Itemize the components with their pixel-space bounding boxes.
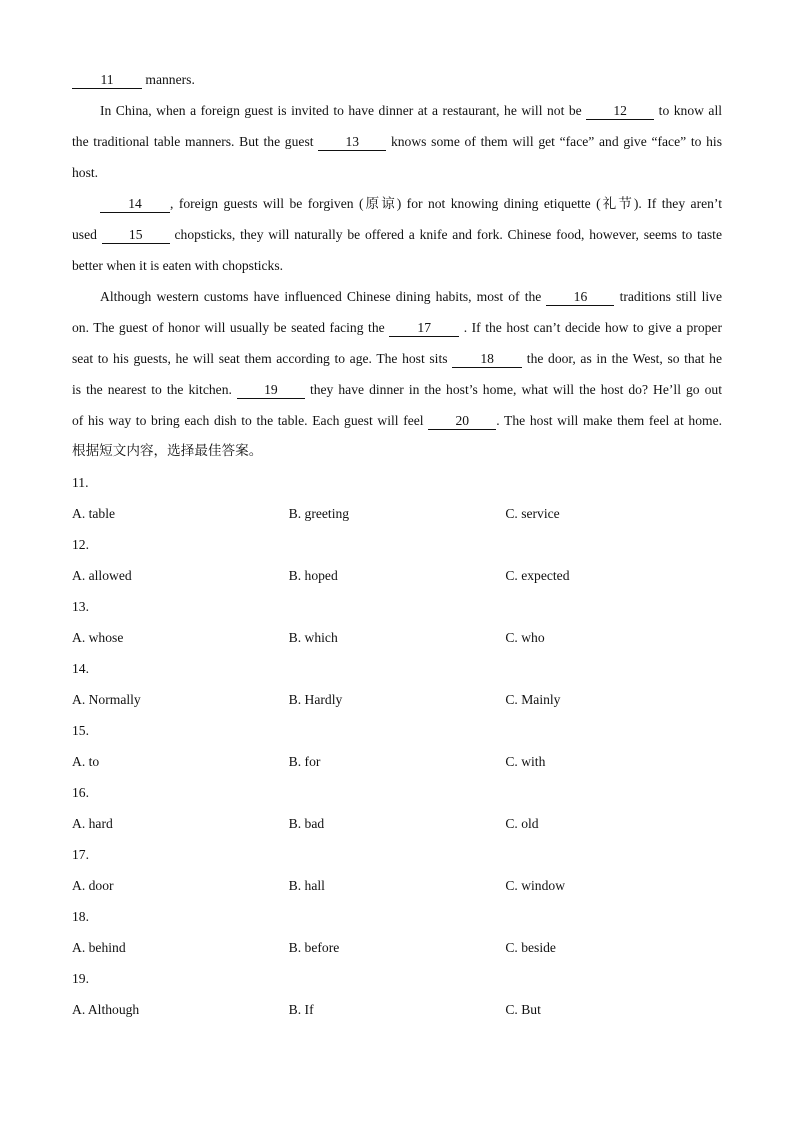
option-c: C. service xyxy=(505,506,560,521)
document-page xyxy=(72,64,722,1025)
passage-line: seat to his guests, he will seat them according to age. The host sits 18 the door, as in the West, so that he xyxy=(72,351,722,366)
option-a: A. table xyxy=(72,506,116,521)
option-b: B. for xyxy=(288,754,321,769)
blank-16: 16 xyxy=(546,289,614,306)
question-number: 17. xyxy=(72,847,89,862)
passage-line: of his way to bring each dish to the table. Each guest will feel 20 . The host will make them feel at home. xyxy=(72,413,722,428)
option-b: B. If xyxy=(288,1002,314,1017)
passage-line: 14 , foreign guests will be forgiven (原谅) for not knowing dining etiquette (礼节). If they aren’t xyxy=(72,188,722,219)
option-a: A. behind xyxy=(72,940,126,955)
option-c: C. old xyxy=(505,816,539,831)
option-b: B. bad xyxy=(288,816,325,831)
passage-line: 11 manners. xyxy=(72,64,722,95)
blank-15: 15 xyxy=(102,227,170,244)
question-item xyxy=(72,839,722,901)
option-row xyxy=(72,622,722,653)
option-b: B. hall xyxy=(288,878,325,893)
option-row xyxy=(72,746,722,777)
question-list xyxy=(72,467,722,1025)
passage-line: used 15 chopsticks, they will naturally be offered a knife and fork. Chinese food, however, seems to taste xyxy=(72,227,722,242)
option-row xyxy=(72,560,722,591)
option-c: C. But xyxy=(505,1002,541,1017)
question-number: 12. xyxy=(72,537,89,552)
blank-20: 20 xyxy=(428,413,496,430)
option-row xyxy=(72,808,722,839)
option-a: A. Normally xyxy=(72,692,141,707)
option-row xyxy=(72,498,722,529)
option-c: C. with xyxy=(505,754,546,769)
question-number: 19. xyxy=(72,971,89,986)
passage-line: the traditional table manners. But the guest 13 knows some of them will get “face” and give “face” to his xyxy=(72,134,722,149)
question-number: 14. xyxy=(72,661,89,676)
passage-line: In China, when a foreign guest is invited to have dinner at a restaurant, he will not be 12 to know all xyxy=(100,103,722,118)
instruction-text: 根据短文内容，选择最佳答案。 xyxy=(72,443,263,459)
passage-line: host. xyxy=(72,165,99,180)
option-c: C. Mainly xyxy=(505,692,561,707)
passage-line: is the nearest to the kitchen. 19 they have dinner in the host’s home, what will the host do? He’ll go out xyxy=(72,382,722,397)
question-item xyxy=(72,591,722,653)
option-b: B. Hardly xyxy=(288,692,343,707)
question-item xyxy=(72,715,722,777)
question-number: 15. xyxy=(72,723,89,738)
option-a: A. hard xyxy=(72,816,113,831)
option-b: B. before xyxy=(288,940,340,955)
question-number: 11. xyxy=(72,475,89,490)
option-c: C. expected xyxy=(505,568,570,583)
option-a: A. Although xyxy=(72,1002,140,1017)
passage-line: better when it is eaten with chopsticks. xyxy=(72,258,284,273)
passage-line: Although western customs have influenced Chinese dining habits, most of the 16 traditions still live xyxy=(100,289,722,304)
option-c: C. who xyxy=(505,630,545,645)
option-a: A. allowed xyxy=(72,568,132,583)
question-item xyxy=(72,901,722,963)
option-row xyxy=(72,994,722,1025)
question-number: 18. xyxy=(72,909,89,924)
option-b: B. hoped xyxy=(288,568,338,583)
blank-13: 13 xyxy=(318,134,386,151)
option-row xyxy=(72,932,722,963)
blank-11: 11 xyxy=(72,72,142,89)
option-b: B. which xyxy=(288,630,338,645)
option-a: A. door xyxy=(72,878,114,893)
option-a: A. whose xyxy=(72,630,124,645)
option-a: A. to xyxy=(72,754,100,769)
question-item xyxy=(72,467,722,529)
blank-12: 12 xyxy=(586,103,654,120)
passage xyxy=(72,64,722,436)
blank-18: 18 xyxy=(452,351,522,368)
option-c: C. beside xyxy=(505,940,556,955)
option-c: C. window xyxy=(505,878,566,893)
option-row xyxy=(72,870,722,901)
blank-17: 17 xyxy=(389,320,459,337)
option-b: B. greeting xyxy=(288,506,350,521)
question-number: 13. xyxy=(72,599,89,614)
passage-line: on. The guest of honor will usually be seated facing the 17 . If the host can’t decide how to give a proper xyxy=(72,320,722,335)
blank-19: 19 xyxy=(237,382,305,399)
question-item xyxy=(72,653,722,715)
option-row xyxy=(72,684,722,715)
question-item xyxy=(72,777,722,839)
blank-14: 14 xyxy=(100,196,170,213)
question-number: 16. xyxy=(72,785,89,800)
question-item xyxy=(72,529,722,591)
question-item xyxy=(72,963,722,1025)
